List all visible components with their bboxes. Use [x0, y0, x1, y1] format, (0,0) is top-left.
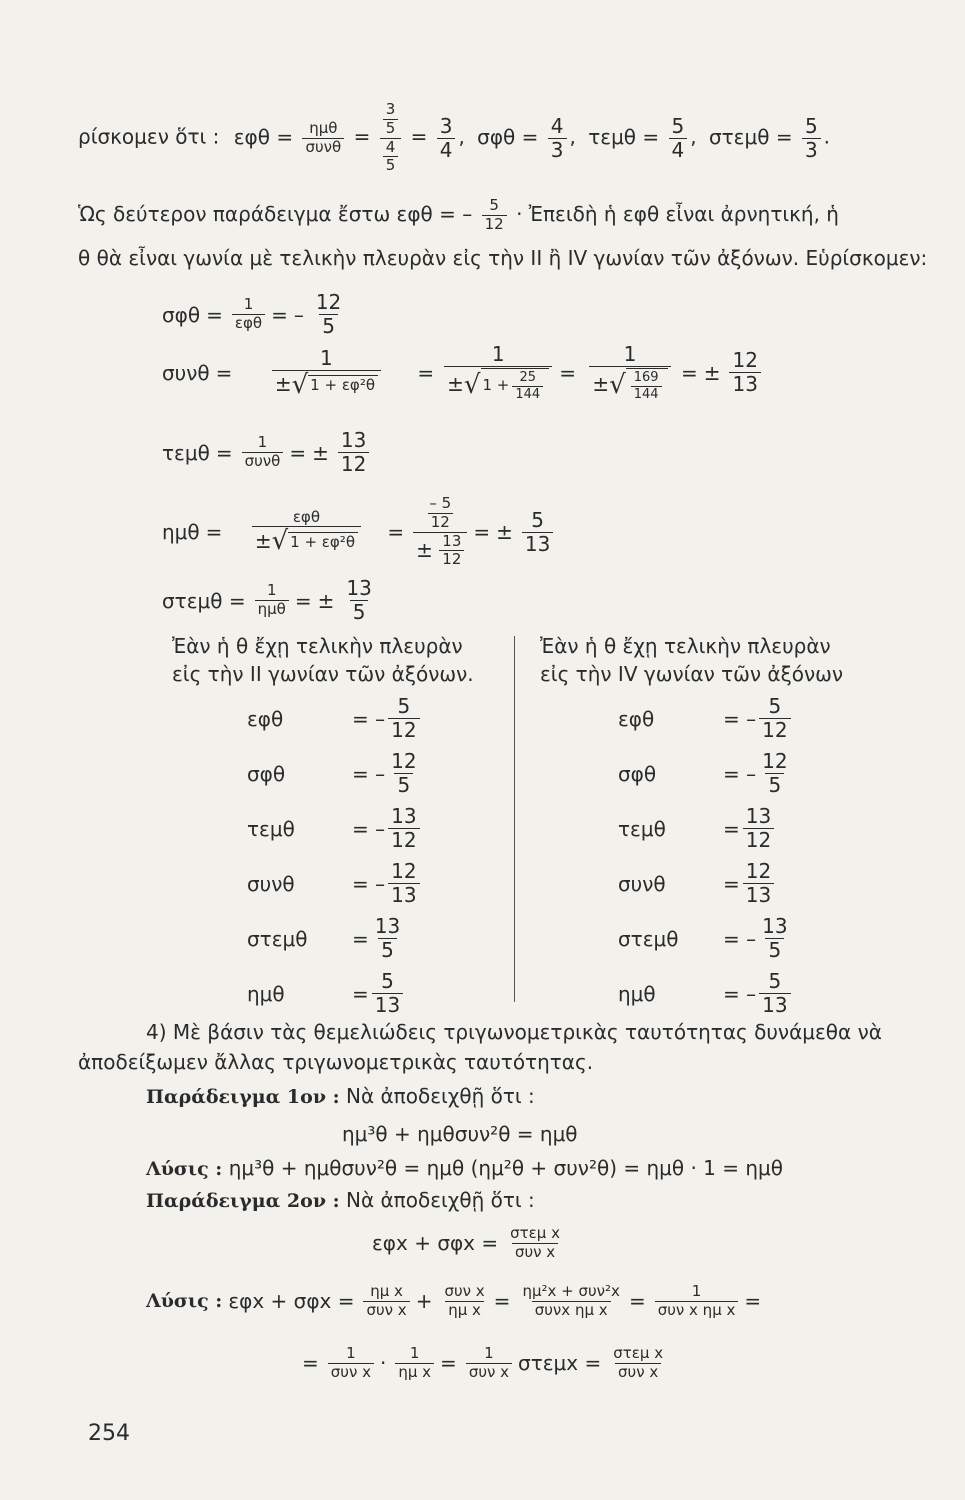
label: τεμθ [162, 440, 210, 465]
equals: = [473, 520, 491, 544]
minus: – [293, 302, 304, 327]
solution-text: ημ³θ + ημθσυν²θ = ημθ (ημ²θ + συν²θ) = ημθ · 1 = ημθ [228, 1156, 784, 1180]
equals: = [410, 124, 428, 149]
equation-line-1 [78, 102, 830, 174]
row-label: στεμθ [618, 926, 679, 951]
fraction: $\frac{13}{12}$ [338, 430, 369, 475]
label: συνθ [162, 360, 210, 385]
label: σφθ [162, 302, 201, 327]
example-2-heading [146, 1188, 535, 1213]
column-divider [514, 636, 515, 1002]
plus-minus: ± [312, 440, 329, 465]
solution-label: Λύσις : [146, 1290, 223, 1313]
example-1-solution [146, 1156, 783, 1181]
plus-minus: ± [317, 588, 335, 613]
example-title: Παράδειγμα 2ον : [146, 1190, 340, 1212]
equals: = [215, 440, 233, 465]
row-label: στεμθ [247, 926, 308, 951]
equals: = [206, 302, 223, 327]
left-column [172, 634, 474, 1016]
row-label: συνθ [618, 871, 666, 896]
left-heading-2: εἰς τὴν ΙΙ γωνίαν τῶν ἀξόνων. [172, 662, 474, 686]
equation-sf [162, 292, 350, 337]
fraction: $\frac{5}{13}$ [522, 510, 553, 555]
row-label: σφθ [618, 761, 657, 786]
comma: , [458, 124, 465, 149]
row-label: τεμθ [247, 816, 295, 841]
example-2-solution-line-2: = $\frac{1}{\text{συν x}}$ · $\frac{1}{\text{ημ x}}$ = $\frac{1}{\text{συν x}}$ στεμx = $\frac{\text{στεμ x}}{\text{συν x}}$ [302, 1344, 664, 1381]
page-number: 254 [88, 1421, 130, 1446]
section-4-line-2: ἀποδείξωμεν ἄλλας τριγωνομετρικὰς ταυτότητας. [78, 1050, 594, 1074]
equals: = [559, 360, 576, 385]
label: στεμθ = [162, 588, 246, 613]
equals: = [680, 360, 698, 385]
right-heading-1: Ἐὰν ἡ θ ἔχῃ τελικὴν πλευρὰν [540, 634, 831, 658]
eq-label: εφθ = [233, 124, 294, 149]
plus-minus: ± [703, 360, 721, 385]
row-label: ημθ [247, 981, 285, 1006]
equals: = [215, 360, 233, 385]
fraction: $\frac{1}{\text{εφθ}}$ [232, 297, 265, 332]
equals: = [353, 124, 371, 149]
example-2-identity: εφx + σφx = $\frac{\text{στεμ x}}{\text{συν x}}$ [372, 1224, 560, 1261]
fraction-te: $\frac{5}{4}$ [669, 116, 688, 161]
left-heading-1: Ἐὰν ἡ θ ἔχῃ τελικὴν πλευρὰν [172, 634, 463, 658]
row-label: εφθ [618, 706, 655, 731]
fraction: $\frac{1}{\text{ημθ}}$ [255, 583, 289, 618]
equation-hm [162, 496, 559, 568]
example-1-identity: ημ³θ + ημθσυν²θ = ημθ [342, 1122, 578, 1146]
equals: = [387, 520, 405, 544]
comma: , [569, 124, 576, 149]
example-1-heading [146, 1084, 535, 1109]
plus-minus: ± [496, 520, 513, 544]
equals: = [205, 520, 223, 544]
fraction-hm-syn: $\frac{\text{ημθ}}{\text{συνθ}}$ [302, 121, 344, 156]
prove-text: Νὰ ἀποδειχθῇ ὅτι : [346, 1188, 535, 1212]
label: ημθ [162, 520, 200, 544]
ste-label: στεμθ = [708, 124, 793, 149]
row-label: συνθ [247, 871, 295, 896]
fraction: εφθ ± √ 1 + εφ²θ [231, 510, 381, 555]
prove-text: Νὰ ἀποδειχθῇ ὅτι : [346, 1084, 535, 1108]
equals: = [417, 360, 435, 385]
equals: = [271, 302, 288, 327]
sf-label: σφθ = [477, 124, 539, 149]
equals: = [289, 440, 307, 465]
complex-fraction: $\frac{\frac{3}{5}}{\frac{4}{5}}$ [380, 102, 402, 174]
fraction: $\frac{13}{5}$ [346, 576, 372, 624]
right-table: εφθ = – $\frac{5}{12}$ σφθ = – $\frac{12}{5}$ τεμθ = $\frac{13}{12}$ συνθ = $\frac{12}{13}$ στεμθ = – $\frac{13}{5}$ ημθ = – $\frac{5}{13}$ [618, 696, 843, 1016]
solution-label: Λύσις : [146, 1158, 223, 1180]
row-label: εφθ [247, 706, 284, 731]
text-prefix: ρίσκομεν ὅτι : [78, 124, 220, 149]
fraction: $\frac{12}{13}$ [729, 350, 760, 395]
comma: , [690, 124, 697, 149]
left-table: εφθ = – $\frac{5}{12}$ σφθ = – $\frac{12}{5}$ τεμθ = – $\frac{13}{12}$ συνθ = – $\frac{12}{13}$ στεμθ = $\frac{13}{5}$ ημθ = $\frac{5}{13}$ [247, 696, 474, 1016]
fraction-3-4: $\frac{3}{4}$ [437, 116, 456, 161]
section-4-line-1: 4) Μὲ βάσιν τὰς θεμελιώδεις τριγωνομετρικὰς ταυτότητας δυνάμεθα νὰ [146, 1020, 882, 1044]
equation-te [162, 430, 375, 475]
equation-ste [162, 578, 381, 623]
te-label: τεμθ = [588, 124, 660, 149]
right-column [540, 634, 843, 1016]
period: . [823, 124, 831, 149]
right-heading-2: εἰς τὴν ΙV γωνίαν τῶν ἀξόνων [540, 662, 844, 686]
fraction: $\frac{5}{12}$ [482, 198, 507, 233]
text: Ὡς δεύτερον παράδειγμα ἔστω εφθ = – [78, 201, 473, 226]
fraction: 1 ± √ 1 + $\frac{25}{144}$ [443, 344, 553, 401]
fraction: $\frac{1}{\text{συνθ}}$ [242, 435, 284, 470]
text: · Ἐπειδὴ ἡ εφθ εἶναι ἀρνητική, ἡ [516, 201, 839, 226]
complex-fraction: $\frac{- 5}{12}$ ± $\frac{13}{12}$ [413, 496, 467, 568]
example-2-solution-line-1: Λύσις : εφx + σφx = $\frac{\text{ημ x}}{\text{συν x}}$ + $\frac{\text{συν x}}{\text{ημ x}}$ = $\frac{\text{ημ²x + συν²x}}{\text{συνx ημ x}}$ = $\frac{1}{\text{συν x ημ x}}$ = [146, 1282, 762, 1319]
fraction-ste: $\frac{5}{3}$ [802, 116, 821, 161]
row-label: ημθ [618, 981, 656, 1006]
fraction: 1 ± √ 1 + εφ²θ [241, 348, 411, 398]
fraction: $\frac{12}{5}$ [315, 290, 342, 338]
example-title: Παράδειγμα 1ον : [146, 1086, 340, 1108]
equation-syn [162, 344, 767, 401]
fraction: 1 ± √ $\frac{169}{144}$ [585, 344, 675, 401]
equals: = [294, 588, 312, 613]
row-label: τεμθ [618, 816, 666, 841]
text-line-3: θ θὰ εἶναι γωνία μὲ τελικὴν πλευρὰν εἰς τὴν ΙΙ ἢ ΙV γωνίαν τῶν ἀξόνων. Εὑρίσκομεν: [78, 246, 928, 270]
row-label: σφθ [247, 761, 286, 786]
fraction-sf: $\frac{4}{3}$ [548, 116, 567, 161]
text-line-2 [78, 198, 839, 233]
